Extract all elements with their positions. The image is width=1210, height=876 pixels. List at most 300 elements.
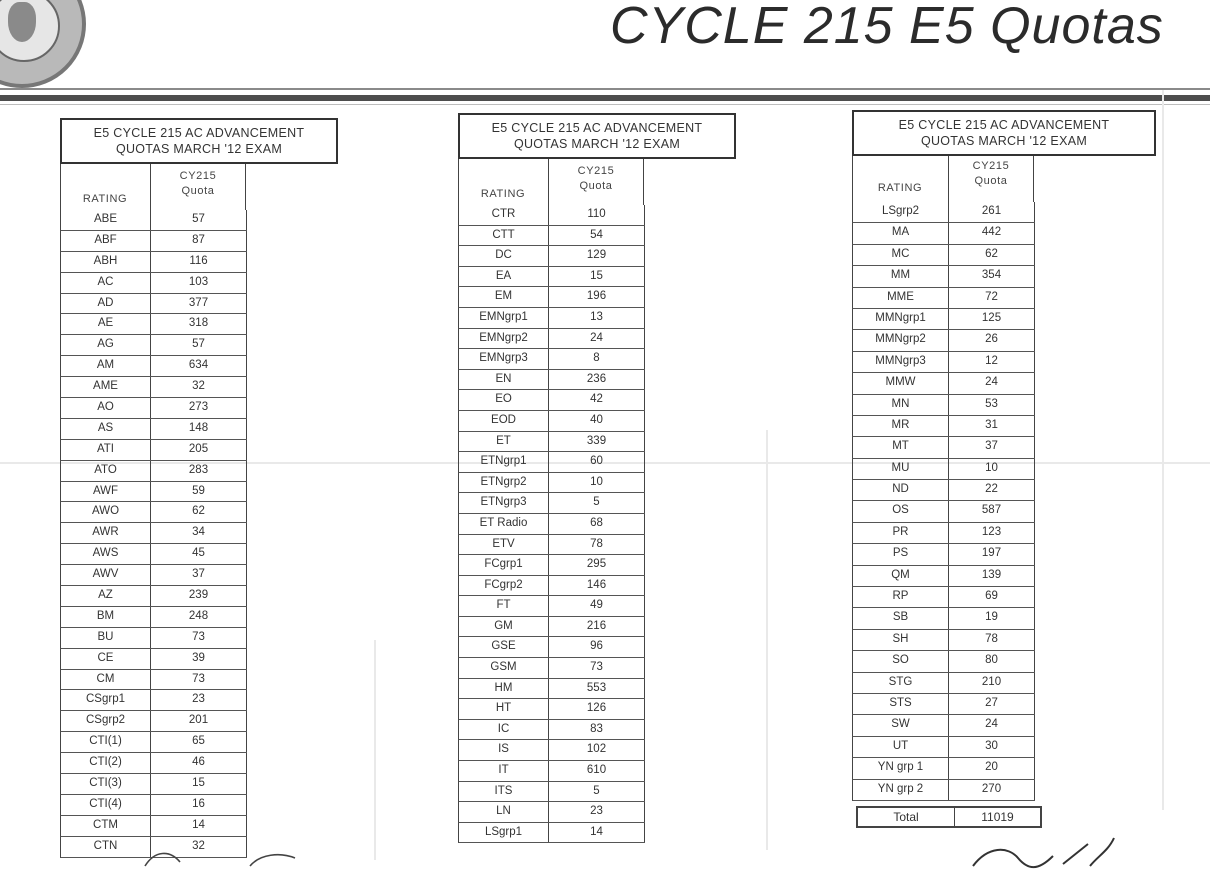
table-rows [60,210,247,858]
rating-cell: MMW [853,373,949,393]
rating-cell: MC [853,245,949,265]
quota-cell: 103 [151,273,247,293]
col-header-rating: RATING [82,193,128,205]
quota-cell: 73 [151,670,247,690]
rating-cell: MMNgrp2 [853,330,949,350]
rating-cell: ETNgrp2 [459,473,549,493]
rating-cell: GM [459,617,549,637]
rating-cell: ND [853,480,949,500]
rating-cell: ET [459,432,549,452]
table-row [458,658,645,679]
table-row [852,715,1035,736]
rating-cell: ETNgrp3 [459,493,549,513]
table-row [458,246,645,267]
rating-cell: AM [61,356,151,376]
table-row [60,565,247,586]
table-row [60,419,247,440]
quota-cell: 216 [549,617,645,637]
table-row [458,782,645,803]
table-row [852,673,1035,694]
quota-cell: 68 [549,514,645,534]
quota-cell: 13 [549,308,645,328]
quota-cell: 57 [151,210,247,230]
table-row [458,720,645,741]
navy-seal-logo [0,0,86,88]
table-rows [852,202,1035,801]
rating-cell: CTR [459,205,549,225]
table-row [458,802,645,823]
rating-cell: EN [459,370,549,390]
rating-cell: CTI(2) [61,753,151,773]
table-row [852,544,1035,565]
table-row [458,287,645,308]
rating-cell: SW [853,715,949,735]
table-row [852,266,1035,287]
table-header-line1: E5 CYCLE 215 AC ADVANCEMENT [898,118,1110,132]
quota-cell: 26 [949,330,1035,350]
quota-cell: 32 [151,837,247,857]
rating-cell: AME [61,377,151,397]
table-row [852,202,1035,223]
rating-cell: CSgrp2 [61,711,151,731]
table-row [458,740,645,761]
table-row [852,480,1035,501]
table-row [458,699,645,720]
table-row [60,795,247,816]
table-row [852,352,1035,373]
rating-cell: GSE [459,637,549,657]
rating-cell: EMNgrp2 [459,329,549,349]
quota-cell: 270 [949,780,1035,800]
col-header-quota-line2: Quota [181,185,215,197]
rating-cell: AD [61,294,151,314]
table-row [852,608,1035,629]
total-box [856,806,1042,828]
rating-cell: CTI(4) [61,795,151,815]
table-row [852,501,1035,522]
rating-cell: MU [853,459,949,479]
quota-cell: 210 [949,673,1035,693]
table-header [60,118,338,164]
table-row [458,555,645,576]
table-row [60,711,247,732]
rating-cell: AWO [61,502,151,522]
table-row [458,205,645,226]
rating-cell: LSgrp2 [853,202,949,222]
rating-cell: EOD [459,411,549,431]
quota-cell: 239 [151,586,247,606]
table-row [60,628,247,649]
table-row [852,630,1035,651]
table-row [60,649,247,670]
table-row [458,473,645,494]
quota-cell: 42 [549,390,645,410]
quota-cell: 126 [549,699,645,719]
col-header-quota [548,165,644,192]
rating-cell: PS [853,544,949,564]
rating-cell: CSgrp1 [61,690,151,710]
quota-cell: 24 [949,373,1035,393]
quota-cell: 201 [151,711,247,731]
quota-cell: 587 [949,501,1035,521]
quota-cell: 610 [549,761,645,781]
quota-cell: 37 [949,437,1035,457]
table-row [60,502,247,523]
page-title: CYCLE 215 E5 Quotas [610,0,1164,55]
table-row [60,440,247,461]
quota-cell: 116 [151,252,247,272]
rating-cell: ABF [61,231,151,251]
table-row [852,245,1035,266]
rating-cell: BM [61,607,151,627]
table-row [852,566,1035,587]
rating-cell: HM [459,679,549,699]
table-row [60,335,247,356]
col-header-rating: RATING [480,188,526,200]
quota-cell: 54 [549,226,645,246]
table-row [458,514,645,535]
table-row [852,309,1035,330]
quota-cell: 273 [151,398,247,418]
quota-cell: 146 [549,576,645,596]
quota-cell: 236 [549,370,645,390]
quota-cell: 102 [549,740,645,760]
table-header-line2: QUOTAS MARCH '12 EXAM [115,142,283,156]
quota-cell: 39 [151,649,247,669]
rating-cell: UT [853,737,949,757]
table-row [852,694,1035,715]
table-row [852,373,1035,394]
table-row [60,273,247,294]
quota-cell: 31 [949,416,1035,436]
rating-cell: DC [459,246,549,266]
quota-cell: 148 [151,419,247,439]
quota-cell: 110 [549,205,645,225]
rating-cell: SO [853,651,949,671]
quota-cell: 14 [151,816,247,836]
table-row [458,679,645,700]
rating-cell: MMNgrp1 [853,309,949,329]
quota-cell: 69 [949,587,1035,607]
quota-cell: 10 [549,473,645,493]
table-row [60,732,247,753]
rating-cell: LSgrp1 [459,823,549,843]
rating-cell: SB [853,608,949,628]
quota-cell: 354 [949,266,1035,286]
table-row [60,774,247,795]
quota-cell: 27 [949,694,1035,714]
table-header [458,113,736,159]
quota-cell: 72 [949,288,1035,308]
quota-cell: 73 [151,628,247,648]
quota-cell: 15 [151,774,247,794]
table-row [458,596,645,617]
rating-cell: CTM [61,816,151,836]
table-row [458,267,645,288]
header-rule-thin [0,88,1210,90]
table-row [852,651,1035,672]
table-row [852,758,1035,779]
rating-cell: MR [853,416,949,436]
quota-cell: 15 [549,267,645,287]
quota-cell: 634 [151,356,247,376]
rating-cell: GSM [459,658,549,678]
rating-cell: ABH [61,252,151,272]
rating-cell: IC [459,720,549,740]
rating-cell: ETV [459,535,549,555]
table-row [60,252,247,273]
quota-cell: 12 [949,352,1035,372]
table-row [458,617,645,638]
table-header-line2: QUOTAS MARCH '12 EXAM [920,134,1088,148]
rating-cell: MM [853,266,949,286]
quota-cell: 60 [549,452,645,472]
table-row [60,544,247,565]
table-row [60,398,247,419]
quota-cell: 24 [949,715,1035,735]
rating-cell: AWR [61,523,151,543]
quota-cell: 83 [549,720,645,740]
quota-cell: 129 [549,246,645,266]
header-rule-light [0,104,1210,105]
quota-cell: 295 [549,555,645,575]
rating-cell: EM [459,287,549,307]
quota-cell: 442 [949,223,1035,243]
rating-cell: ATO [61,461,151,481]
table-row [60,816,247,837]
table-row [458,432,645,453]
table-row [60,482,247,503]
rating-cell: FCgrp2 [459,576,549,596]
table-row [60,753,247,774]
table-row [852,780,1035,801]
table-row [852,223,1035,244]
rating-cell: QM [853,566,949,586]
table-header [852,110,1156,156]
quota-cell: 23 [151,690,247,710]
quota-cell: 87 [151,231,247,251]
signature-mark [968,836,1118,876]
rating-cell: PR [853,523,949,543]
col-header-quota-line1: CY215 [179,170,217,182]
quota-cell: 339 [549,432,645,452]
rating-cell: MT [853,437,949,457]
rating-cell: ATI [61,440,151,460]
table-row [852,523,1035,544]
quota-table-2 [458,113,778,863]
quota-cell: 5 [549,782,645,802]
rating-cell: AO [61,398,151,418]
quota-cell: 57 [151,335,247,355]
table-row [458,535,645,556]
quota-cell: 73 [549,658,645,678]
col-header-quota-line2: Quota [579,180,613,192]
quota-cell: 32 [151,377,247,397]
quota-table-1 [60,118,380,868]
rating-cell: YN grp 2 [853,780,949,800]
table-row [60,461,247,482]
rating-cell: HT [459,699,549,719]
rating-cell: MA [853,223,949,243]
table-header-line1: E5 CYCLE 215 AC ADVANCEMENT [491,121,703,135]
table-row [60,377,247,398]
quota-cell: 553 [549,679,645,699]
table-row [60,690,247,711]
rating-cell: CTI(3) [61,774,151,794]
quota-cell: 8 [549,349,645,369]
table-row [458,308,645,329]
table-row [60,294,247,315]
rating-cell: ITS [459,782,549,802]
rating-cell: CTN [61,837,151,857]
quota-cell: 40 [549,411,645,431]
rating-cell: RP [853,587,949,607]
rating-cell: AZ [61,586,151,606]
quota-cell: 377 [151,294,247,314]
rating-cell: MME [853,288,949,308]
rating-cell: FCgrp1 [459,555,549,575]
rating-cell: IT [459,761,549,781]
table-row [458,349,645,370]
quota-cell: 283 [151,461,247,481]
table-row [60,314,247,335]
rating-cell: YN grp 1 [853,758,949,778]
rating-cell: AE [61,314,151,334]
quota-cell: 45 [151,544,247,564]
table-row [852,395,1035,416]
table-row [852,416,1035,437]
quota-cell: 205 [151,440,247,460]
rating-cell: CM [61,670,151,690]
rating-cell: EA [459,267,549,287]
table-row [852,587,1035,608]
rating-cell: AS [61,419,151,439]
rating-cell: STS [853,694,949,714]
col-header-quota [150,170,246,197]
table-header-line2: QUOTAS MARCH '12 EXAM [513,137,681,151]
table-row [458,761,645,782]
total-label: Total [858,808,955,826]
table-row [458,370,645,391]
table-row [458,637,645,658]
rating-cell: AC [61,273,151,293]
table-row [60,356,247,377]
quota-cell: 248 [151,607,247,627]
quota-cell: 96 [549,637,645,657]
table-row [458,576,645,597]
rating-cell: ETNgrp1 [459,452,549,472]
quota-cell: 10 [949,459,1035,479]
quota-cell: 16 [151,795,247,815]
table-row [458,329,645,350]
quota-cell: 5 [549,493,645,513]
rating-cell: CTI(1) [61,732,151,752]
table-row [852,459,1035,480]
rating-cell: OS [853,501,949,521]
rating-cell: CE [61,649,151,669]
handwritten-scribble [140,848,300,868]
quota-cell: 62 [949,245,1035,265]
quota-cell: 125 [949,309,1035,329]
quota-cell: 30 [949,737,1035,757]
quota-cell: 62 [151,502,247,522]
quota-cell: 196 [549,287,645,307]
total-value: 11019 [981,810,1014,824]
rating-cell: FT [459,596,549,616]
quota-cell: 24 [549,329,645,349]
table-row [458,493,645,514]
rating-cell: SH [853,630,949,650]
col-header-rating: RATING [877,182,923,194]
col-header-quota-line1: CY215 [972,160,1010,172]
table-row [852,330,1035,351]
rating-cell: EMNgrp3 [459,349,549,369]
quota-cell: 23 [549,802,645,822]
table-row [458,411,645,432]
quota-cell: 53 [949,395,1035,415]
table-row [458,390,645,411]
table-row [60,607,247,628]
quota-cell: 139 [949,566,1035,586]
col-header-quota-line1: CY215 [577,165,615,177]
quota-cell: 65 [151,732,247,752]
rating-cell: ABE [61,210,151,230]
rating-cell: IS [459,740,549,760]
table-row [60,670,247,691]
quota-cell: 80 [949,651,1035,671]
table-row [60,523,247,544]
quota-cell: 46 [151,753,247,773]
table-row [852,737,1035,758]
table-row [458,823,645,844]
seal-emblem [8,2,36,42]
quota-cell: 123 [949,523,1035,543]
rating-cell: BU [61,628,151,648]
rating-cell: CTT [459,226,549,246]
rating-cell: AWV [61,565,151,585]
quota-cell: 318 [151,314,247,334]
quota-cell: 37 [151,565,247,585]
quota-cell: 22 [949,480,1035,500]
rating-cell: EO [459,390,549,410]
rating-cell: MN [853,395,949,415]
rating-cell: EMNgrp1 [459,308,549,328]
table-row [458,452,645,473]
quota-cell: 59 [151,482,247,502]
quota-cell: 49 [549,596,645,616]
rating-cell: AWF [61,482,151,502]
quota-cell: 19 [949,608,1035,628]
table-row [852,437,1035,458]
header-rule-thick [0,95,1210,101]
table-header-line1: E5 CYCLE 215 AC ADVANCEMENT [93,126,305,140]
table-row [60,231,247,252]
quota-cell: 78 [949,630,1035,650]
rating-cell: STG [853,673,949,693]
quota-cell: 34 [151,523,247,543]
table-row [60,586,247,607]
rating-cell: MMNgrp3 [853,352,949,372]
col-header-quota [948,160,1034,187]
quota-table-3 [852,110,1172,810]
rating-cell: AWS [61,544,151,564]
quota-cell: 20 [949,758,1035,778]
quota-cell: 197 [949,544,1035,564]
table-rows [458,205,645,843]
rating-cell: ET Radio [459,514,549,534]
quota-cell: 14 [549,823,645,843]
col-header-quota-line2: Quota [974,175,1008,187]
